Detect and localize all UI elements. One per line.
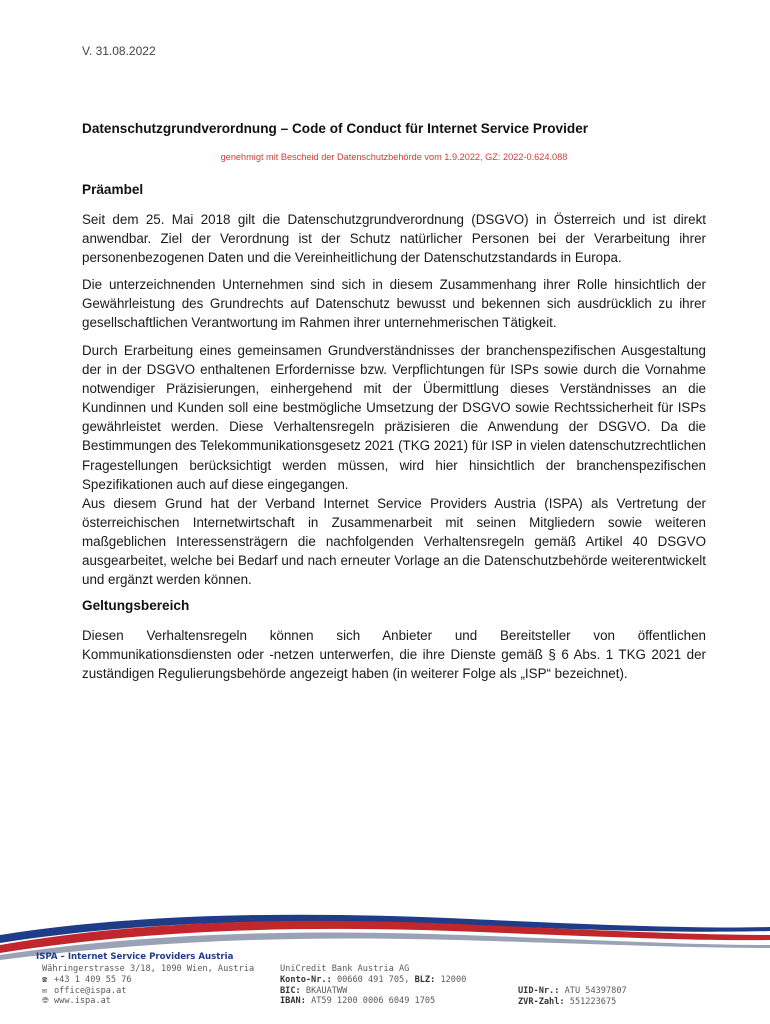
konto-value: 00660 491 705, — [336, 974, 410, 985]
footer-bank-column — [280, 964, 466, 1007]
scope-paragraph-1: Diesen Verhaltensregeln können sich Anbieter und Bereitsteller von öffentlichen Kommunikationsdiensten oder -netzen unterwerfen, die ihre Dienste gemäß § 6 Abs. 1 TKG 2021 der zuständigen Regulierungsbehörde angezeigt haben (in weiterer Folge als „ISP“ bezeichnet). — [82, 628, 706, 682]
footer — [0, 948, 770, 1024]
footer-uid-row — [518, 986, 627, 997]
footer-zvr-row — [518, 997, 627, 1008]
bic-label: BIC: — [280, 985, 301, 996]
footer-bic-row — [280, 986, 466, 997]
section-heading-preamble: Präambel — [82, 182, 144, 197]
footer-konto-row — [280, 975, 466, 986]
footer-organization: ISPA – Internet Service Providers Austria — [36, 952, 234, 962]
footer-iban-row — [280, 996, 466, 1007]
uid-value: ATU 54397807 — [564, 986, 627, 996]
footer-phone: +43 1 409 55 76 — [54, 974, 132, 985]
footer-email[interactable]: office@ispa.at — [54, 985, 127, 996]
blz-value: 12000 — [440, 974, 467, 985]
uid-label: UID-Nr.: — [518, 986, 560, 996]
approval-note: genehmigt mit Bescheid der Datenschutzbehörde vom 1.9.2022, GZ: 2022-0.624.088 — [220, 152, 568, 162]
globe-icon: 🌐︎ — [42, 996, 49, 1007]
footer-phone-row — [42, 975, 254, 986]
preamble-paragraph-4: Aus diesem Grund hat der Verband Internet Service Providers Austria (ISPA) als Vertretung der österreichischen Internetwirtschaft in Zusammenarbeit mit seinen Mitgliedern sowie weiteren maßgeblichen Interessensträgern die nachfolgenden Verhaltensregeln gemäß Artikel 40 DSGVO ausgearbeitet, welche bei Bedarf und nach erneuter Vorlage an die Datenschutzbehörde weiterentwickelt und ergänzt werden können. — [82, 496, 706, 588]
section-heading-scope: Geltungsbereich — [82, 598, 190, 613]
footer-registration-column — [518, 986, 627, 1008]
konto-label: Konto-Nr.: — [280, 974, 332, 985]
preamble-paragraph-1: Seit dem 25. Mai 2018 gilt die Datenschutzgrundverordnung (DSGVO) in Österreich und ist direkt anwendbar. Ziel der Verordnung ist der Schutz natürlicher Personen bei der Verarbeitung ihrer personenbezogenen Daten und die Vereinheitlichung der Datenschutzstandards in Europa. — [82, 212, 706, 266]
footer-web-row — [42, 996, 254, 1007]
fax-email-icon: ✉ — [42, 985, 48, 996]
bic-value: BKAUATWW — [305, 985, 348, 996]
version-label: V. 31.08.2022 — [82, 44, 156, 58]
document-title: Datenschutzgrundverordnung – Code of Conduct für Internet Service Provider — [82, 121, 589, 136]
footer-email-row — [42, 986, 254, 997]
footer-bank-name: UniCredit Bank Austria AG — [280, 964, 410, 974]
zvr-value: 551223675 — [569, 996, 617, 1007]
phone-icon: ☎ — [42, 974, 48, 985]
iban-value: AT59 1200 0006 6049 1705 — [311, 996, 436, 1007]
zvr-label: ZVR-Zahl: — [518, 996, 565, 1007]
blz-label: BLZ: — [414, 974, 436, 985]
footer-contact-column — [42, 964, 254, 1007]
iban-label: IBAN: — [280, 996, 306, 1007]
footer-website[interactable]: www.ispa.at — [54, 996, 111, 1007]
preamble-paragraph-3: Durch Erarbeitung eines gemeinsamen Grundverständnisses der branchenspezifischen Ausgestaltung der in der DSGVO enthaltenen Erfordernisse bzw. Verpflichtungen für ISPs sowie durch die Vornahme notwendiger Präzisierungen, einhergehend mit der Übermittlung dieses Verständnisses an die Kundinnen und Kunden soll eine bestmögliche Umsetzung der DSGVO sowie Rechtssicherheit für ISPs gewährleistet werden. Diese Verhaltensregeln präzisieren die Anwendung der DSGVO. Da die Bestimmungen des Telekommunikationsgesetz 2021 (TKG 2021) für ISP in vielen datenschutzrechtlichen Fragestellungen berücksichtigt werden müssen, wird hier hinsichtlich der branchenspezifischen Spezifikationen auch auf diese eingegangen. — [82, 343, 706, 492]
footer-address: Währingerstrasse 3/18, 1090 Wien, Austria — [42, 964, 255, 974]
preamble-paragraph-2: Die unterzeichnenden Unternehmen sind sich in diesem Zusammenhang ihrer Rolle hinsichtlich der Gewährleistung des Grundrechts auf Datenschutz bewusst und bekennen sich ausdrücklich zu ihrer gesellschaftlichen Verantwortung im Rahmen ihrer unternehmerischen Tätigkeit. — [82, 277, 706, 331]
